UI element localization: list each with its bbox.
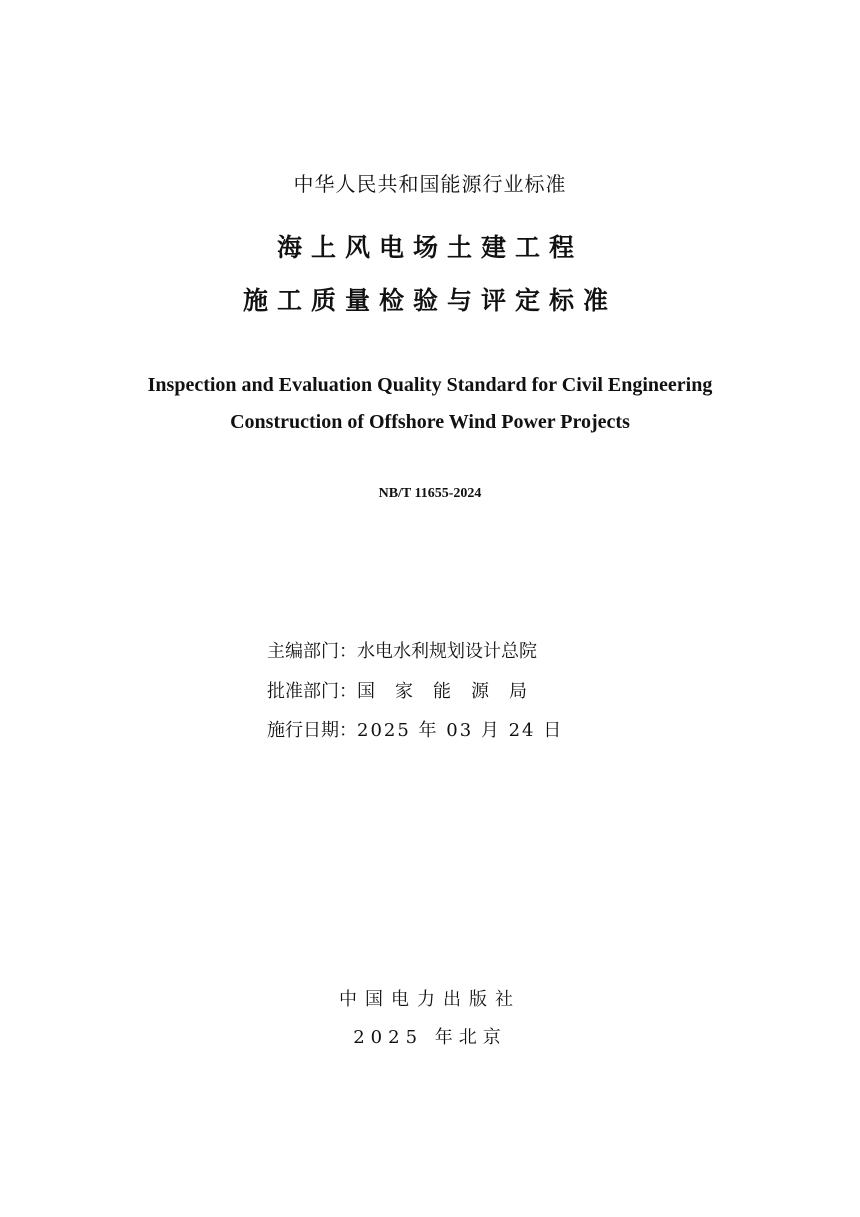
approval-dept-label: 批准部门： <box>267 681 357 702</box>
chinese-title-line-2: 施工质量检验与评定标准 <box>242 286 617 315</box>
publication-place-date: 2025 年北京 <box>353 1027 507 1048</box>
chief-editor-label: 主编部门： <box>267 641 357 662</box>
approval-dept-value: 国家能源局 <box>357 681 547 702</box>
approval-dept-row <box>267 677 547 703</box>
english-title-line-2: Construction of Offshore Wind Power Projects <box>230 411 630 433</box>
chief-editor-row <box>267 637 537 663</box>
issuing-organization: 中华人民共和国能源行业标准 <box>293 172 567 196</box>
chinese-title-line-1: 海上风电场土建工程 <box>276 233 583 262</box>
chief-editor-value: 水电水利规划设计总院 <box>357 641 537 662</box>
standard-code: NB/T 11655-2024 <box>378 486 482 501</box>
effective-date-value: 2025 年 03 月 24 日 <box>357 720 564 741</box>
publisher: 中国电力出版社 <box>339 989 521 1010</box>
effective-date-label: 施行日期： <box>267 720 357 741</box>
effective-date-row <box>267 716 563 742</box>
english-title-line-1: Inspection and Evaluation Quality Standard for Civil Engineering <box>147 374 713 396</box>
